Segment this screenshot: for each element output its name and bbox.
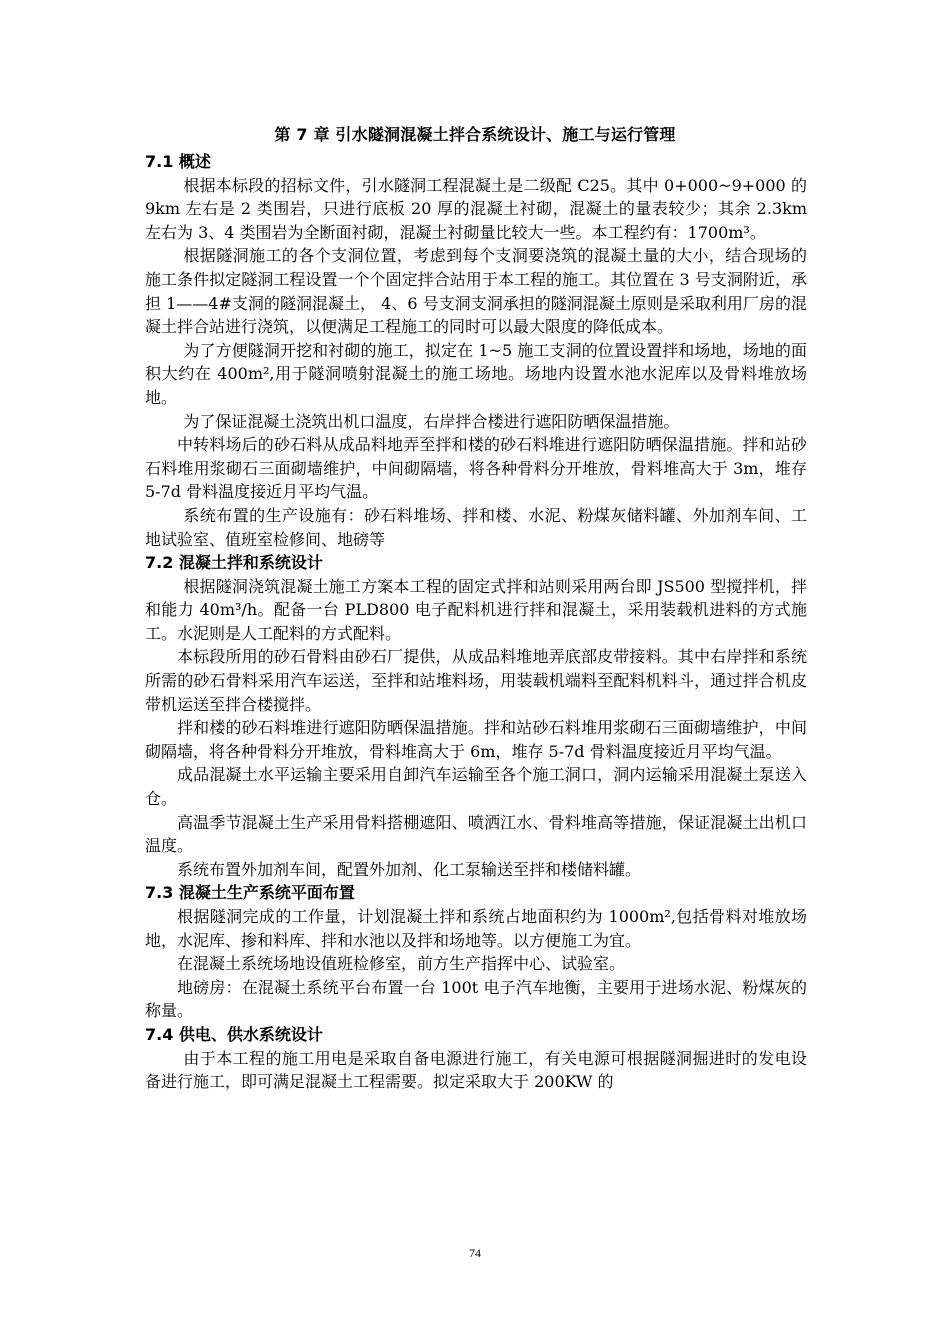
chapter-title: 第 7 章 引水隧洞混凝土拌合系统设计、施工与运行管理 [274,125,676,144]
paragraph: 为了方便隧洞开挖和衬砌的施工，拟定在 1~5 施工支洞的位置设置拌和场地，场地的面积大约在 400m²,用于隧洞喷射混凝土的施工场地。场地内设置水池水泥库以及骨料堆放场地。 [145,340,807,407]
section-heading: 7.4 供电、供水系统设计 [145,1024,323,1044]
paragraph: 本标段所用的砂石骨料由砂石厂提供，从成品料堆地弄底部皮带接料。其中右岸拌和系统所需的砂石骨料采用汽车运送，至拌和站堆料场，用装载机端料至配料机料斗，通过拌合机皮带机运送至拌合楼搅拌。 [145,647,807,714]
paragraph: 为了保证混凝土浇筑出机口温度，右岸拌合楼进行遮阳防晒保温措施。 [183,411,680,431]
paragraph: 拌和楼的砂石料堆进行遮阳防晒保温措施。拌和站砂石料堆用浆砌石三面砌墙维护，中间砌隔墙，将各种骨料分开堆放，骨料堆高大于 6m，堆存 5-7d 骨料温度接近月平均气温。 [145,718,807,761]
paragraph: 成品混凝土水平运输主要采用自卸汽车运输至各个施工洞口，洞内运输采用混凝土泵送入仓。 [145,765,807,809]
paragraph: 在混凝土系统场地设值班检修室，前方生产指挥中心、试验室。 [177,954,626,974]
paragraph: 根据隧洞浇筑混凝土施工方案本工程的固定式拌和站则采用两台即 JS500 型搅拌机，拌和能力 40m³/h。配备一台 PLD800 电子配料机进行拌和混凝土，采用装载机进料的方式施工。水泥则是人工配料的方式配料。 [145,576,807,643]
paragraph: 地磅房：在混凝土系统平台布置一台 100t 电子汽车地衡，主要用于进场水泥、粉煤灰的称量。 [145,977,807,1021]
paragraph: 根据隧洞施工的各个支洞位置，考虑到每个支洞要浇筑的混凝土量的大小，结合现场的施工条件拟定隧洞工程设置一个个固定拌合站用于本工程的施工。其位置在 3 号支洞附近，承担 1——4#支洞的隧洞混凝土， 4、6 号支洞支洞承担的隧洞混凝土原则是采取利用厂房的混凝土拌合站进行浇筑，以便满足工程施工的同时可以最大限度的降低成本。 [145,246,807,337]
section-heading: 7.3 混凝土生产系统平面布置 [145,883,355,903]
paragraph: 系统布置的生产设施有：砂石料堆场、拌和楼、水泥、粉煤灰储料罐、外加剂车间、工地试验室、值班室检修间、地磅等 [145,505,807,549]
paragraph: 根据隧洞完成的工作量，计划混凝土拌和系统占地面积约为 1000m²,包括骨料对堆放场地，水泥库、掺和料库、拌和水池以及拌和场地等。以方便施工为宜。 [145,907,807,950]
section-heading: 7.2 混凝土拌和系统设计 [145,553,323,573]
paragraph: 由于本工程的施工用电是采取自备电源进行施工，有关电源可根据隧洞掘进时的发电设备进行施工，即可满足混凝土工程需要。拟定采取大于 200KW 的 [145,1048,807,1092]
page-number: 74 [469,1246,481,1260]
section-heading: 7.1 概述 [145,152,211,171]
paragraph: 高温季节混凝土生产采用骨料搭棚遮阳、喷洒江水、骨料堆高等措施，保证混凝土出机口温度。 [145,812,807,856]
paragraph: 根据本标段的招标文件，引水隧洞工程混凝土是二级配 C25。其中 0+000~9+000 的 9km 左右是 2 类围岩，只进行底板 20 厚的混凝土衬砌，混凝土的量表较少；其余 2.3km 左右为 3、4 类围岩为全断面衬砌，混凝土衬砌量比较大一些。本工程约有：1700m³。 [145,175,807,242]
body-content [145,150,807,1094]
paragraph: 中转料场后的砂石料从成品料地弄至拌和楼的砂石料堆进行遮阳防晒保温措施。拌和站砂石料堆用浆砌石三面砌墙维护，中间砌隔墙，将各种骨料分开堆放，骨料堆高大于 3m，堆存 5-7d 骨料温度接近月平均气温。 [145,435,807,502]
paragraph: 系统布置外加剂车间，配置外加剂、化工泵输送至拌和楼储料罐。 [177,859,642,879]
